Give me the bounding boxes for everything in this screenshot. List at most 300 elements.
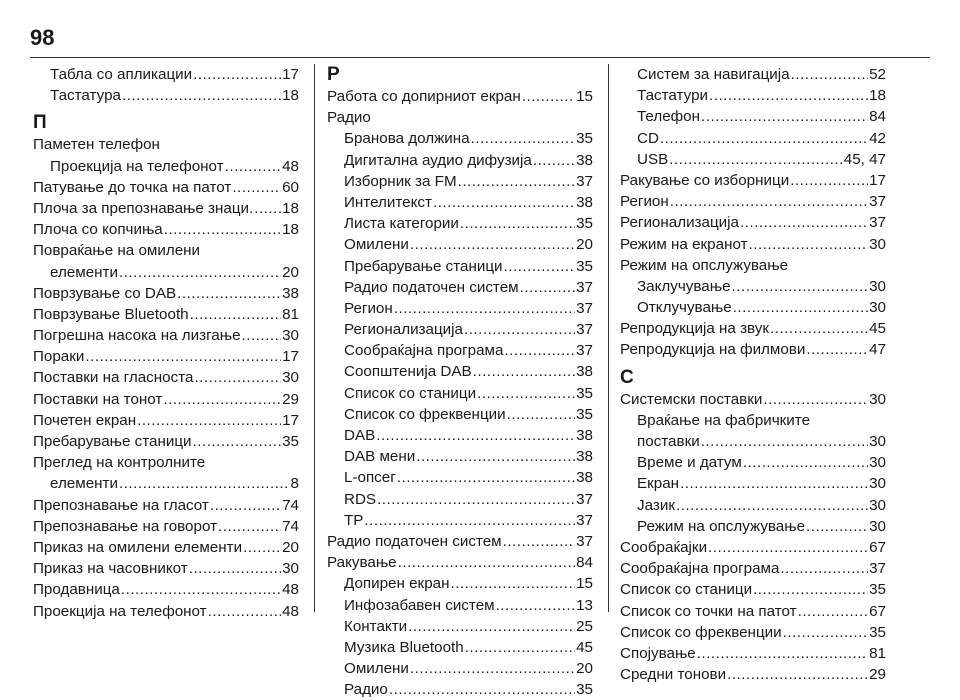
dot-leader [743,452,868,473]
index-entry-page: 30 [869,433,886,450]
dot-leader [194,367,281,388]
dot-leader [121,579,281,600]
index-entry-term: Приказ на часовникот [33,560,188,578]
index-entry-page: 20 [282,538,299,556]
index-entry-term: Радио податочен систем [327,532,502,550]
dot-leader [122,85,281,106]
dot-leader [697,643,868,664]
index-entry [327,467,593,488]
index-entry-term: DAB [344,427,376,444]
dot-leader [376,425,575,446]
dot-leader [450,573,575,594]
index-entry-page: 17 [282,411,299,429]
index-entry-term: Допирен екран [344,575,450,593]
index-entry [620,106,886,127]
index-entry-page: 37 [576,511,593,529]
index-entry-term: Препознавање на говорот [33,517,218,535]
index-letter-heading: Р [327,64,340,85]
index-entry [33,85,299,106]
index-entry-page: 17 [869,171,886,189]
index-entry-term: Соопштенија DAB [344,363,472,381]
index-entry [620,537,886,558]
index-entry-page: 74 [282,496,299,514]
index-entry-page: 30 [869,475,886,493]
column-divider-1 [314,64,315,612]
index-entry [620,643,886,664]
dot-leader [208,601,281,622]
index-entry-page: 30 [869,454,886,472]
index-entry-page: 35 [576,405,593,423]
index-entry-page: 45, 47 [843,150,886,168]
index-entry [327,192,593,213]
index-entry [33,64,299,85]
index-entry-page: 35 [576,384,593,402]
index-entry-term: Заклучување [637,277,731,295]
index-entry [620,452,886,473]
dot-leader [410,658,575,679]
index-entry-page: 30 [869,235,886,253]
index-entry-page: 38 [282,284,299,302]
index-entry-term: Ракување [327,554,397,572]
index-entry-page: 13 [576,596,593,614]
index-entry [620,516,886,537]
index-entry-page: 37 [576,342,593,360]
dot-leader [377,489,575,510]
index-entry-term: Дигитална аудио дифузија [344,151,532,169]
index-entry [33,431,299,452]
index-entry [327,404,593,425]
index-entry-page: 38 [576,427,593,444]
dot-leader [458,171,576,192]
page-number: 98 [30,25,55,50]
index-entry-term: Сообраќајна програма [620,560,780,578]
index-entry-page: 60 [282,178,299,196]
dot-leader [164,219,281,240]
dot-leader [533,150,575,171]
index-entry-page: 30 [869,277,886,295]
dot-leader [763,389,868,410]
dot-leader [410,234,575,255]
index-entry-term: Репродукција на звук [620,320,770,338]
index-entry-page: 35 [869,581,886,599]
index-entry-page: 45 [576,638,593,656]
dot-leader [364,510,575,531]
dot-leader [798,601,869,622]
index-entry [327,425,593,446]
index-entry-page: 20 [576,660,593,678]
index-entry [33,262,299,283]
column-divider-2 [608,64,609,612]
index-entry [33,325,299,346]
dot-leader [465,637,575,658]
dot-leader [520,277,575,298]
index-entry-page: 30 [869,496,886,514]
index-entry [327,510,593,531]
index-entry-page: 35 [576,215,593,233]
index-entry-page: 30 [869,299,886,317]
index-entry [620,276,886,297]
index-entry-page: 35 [576,130,593,148]
dot-leader [660,128,868,149]
dot-leader [740,212,868,233]
index-entry-page: 18 [282,199,299,217]
index-entry [327,234,593,255]
index-entry-term: Регион [344,299,393,317]
index-entry-page: 47 [869,341,886,359]
index-column-2 [327,64,593,700]
dot-leader [496,595,576,616]
index-entry-page: 38 [576,363,593,381]
index-entry [327,298,593,319]
index-entry-page: 17 [282,66,299,83]
index-entry-term: Инфозабавен систем [344,596,495,614]
index-entry-page: 29 [869,666,886,684]
index-entry-term: L-опсег [344,469,396,487]
index-entry [327,277,593,298]
index-entry-page: 38 [576,151,593,169]
index-entry [33,304,299,325]
dot-leader [225,156,281,177]
index-entry [620,234,886,255]
header-rule [30,57,930,58]
index-entry-term: Режим на екранот [620,235,748,253]
index-entry-page: 48 [282,157,299,175]
index-entry-term: Системски поставки [620,390,763,408]
index-entry [33,495,299,516]
dot-leader [676,495,868,516]
index-entry-term: елементи [50,263,118,281]
dot-leader [189,558,281,579]
index-entry-term: Список со фреквенции [344,405,506,423]
index-entry-page: 15 [576,88,593,105]
index-entry [327,383,593,404]
index-entry-term: USB [637,150,669,168]
dot-leader [701,106,868,127]
dot-leader [408,616,575,637]
dot-leader [218,516,281,537]
index-entry-page: 37 [869,193,886,211]
dot-leader [732,276,869,297]
dot-leader [477,383,575,404]
index-entry-page: 35 [576,257,593,275]
index-entry-term: Интелитекст [344,193,432,211]
index-entry-term: Омилени [344,660,409,678]
index-entry-label: Паметен телефон [33,136,160,154]
index-entry [327,595,593,616]
index-entry [620,170,886,191]
index-entry-term: Список со станици [344,384,477,402]
index-entry [620,128,886,149]
dot-leader [504,340,575,361]
index-entry-page: 45 [869,320,886,338]
index-entry [327,361,593,382]
index-entry [327,86,593,107]
index-entry-page: 18 [282,221,299,239]
dot-leader [193,431,282,452]
index-entry-term: Време и датум [637,454,742,472]
index-entry-page: 30 [282,369,299,387]
dot-leader [254,198,281,219]
index-entry [327,128,593,149]
index-entry-term: Репродукција на филмови [620,341,806,359]
index-entry-term: Спојување [620,644,696,662]
index-entry-term: Поставки на тонот [33,390,163,408]
index-entry [327,616,593,637]
index-entry-term: Список со фреквенции [620,623,782,641]
index-entry-page: 84 [576,554,593,572]
index-entry [327,150,593,171]
index-entry [33,579,299,600]
index-entry-page: 17 [282,348,299,366]
index-entry [33,367,299,388]
index-entry-term: Табла со апликации [50,66,193,83]
dot-leader [522,86,575,107]
index-entry [327,446,593,467]
index-entry-term: Почетен екран [33,411,137,429]
index-entry [620,297,886,318]
dot-leader [727,664,868,685]
index-entry-term: Радио [344,681,388,699]
index-entry-term: Список со станици [620,581,753,599]
index-entry-page: 30 [282,560,299,578]
index-entry [620,495,886,516]
index-entry-page: 37 [576,299,593,317]
dot-leader [464,319,575,340]
index-entry [620,318,886,339]
index-entry-term: Ракување со изборници [620,171,790,189]
index-entry-term: Патување до точка на патот [33,178,232,196]
index-entry-page: 38 [576,448,593,466]
dot-leader [243,537,281,558]
index-entry-term: Проекција на телефонот [33,602,207,620]
index-entry-term: RDS [344,490,377,508]
index-entry [620,664,886,685]
index-entry [327,658,593,679]
index-entry [33,219,299,240]
dot-leader [242,325,282,346]
index-entry-term: Тастатура [50,87,121,105]
index-entry [620,85,886,106]
index-entry [327,319,593,340]
index-entry-term: елементи [50,475,118,493]
index-letter-heading: П [33,112,47,134]
dot-leader [791,64,868,85]
index-entry-page: 37 [576,490,593,508]
index-entry-page: 37 [576,278,593,296]
index-entry [620,622,886,643]
index-entry-label: Враќање на фабричките [637,411,811,429]
index-entry [620,339,886,360]
dot-leader [398,552,575,573]
dot-leader [232,177,281,198]
index-entry-page: 30 [282,327,299,345]
dot-leader [680,473,868,494]
index-entry [327,340,593,361]
index-entry [33,198,299,219]
index-entry-term: Погрешна насока на лизгање [33,327,241,345]
index-entry-page: 52 [869,66,886,83]
index-entry-label: Повраќање на омилени [33,242,201,260]
index-entry [33,346,299,367]
index-entry-term: CD [637,129,659,147]
index-entry-page: 35 [576,681,593,699]
index-entry [33,177,299,198]
index-entry-page: 81 [282,305,299,323]
index-entry-page: 74 [282,517,299,535]
index-entry-term: Омилени [344,236,409,254]
dot-leader [670,191,868,212]
index-entry-term: Контакти [344,617,408,635]
index-entry-term: Препознавање на гласот [33,496,209,514]
index-entry-term: Плоча за препознавање знаци. [33,199,254,217]
dot-leader [780,558,868,579]
index-entry [33,283,299,304]
dot-leader [177,283,281,304]
index-entry [33,537,299,558]
index-entry-term: Режим на опслужување [637,517,806,535]
index-entry-page: 37 [576,321,593,339]
index-entry-page: 37 [869,214,886,232]
dot-leader [701,431,868,452]
index-entry-page: 18 [869,87,886,105]
index-entry-term: Список со точки на патот [620,602,797,620]
index-entry-term: Поврзување Bluetooth [33,305,189,323]
dot-leader [806,339,868,360]
index-entry-page: 30 [869,517,886,535]
dot-leader [790,170,868,191]
index-entry [620,212,886,233]
dot-leader [193,64,281,85]
index-entry-page: 29 [282,390,299,408]
index-entry-term: Средни тонови [620,666,727,684]
index-entry-term: Регионализација [620,214,739,232]
dot-leader [137,410,281,431]
index-entry [33,601,299,622]
dot-leader [770,318,868,339]
index-entry-page: 67 [869,602,886,620]
index-entry-page: 48 [282,602,299,620]
dot-leader [119,473,290,494]
index-entry-page: 15 [576,575,593,593]
index-entry-page: 67 [869,538,886,556]
index-entry [327,213,593,234]
dot-leader [471,128,576,149]
index-entry-term: Музика Bluetooth [344,638,464,656]
dot-leader [473,361,575,382]
index-column-3 [620,64,886,685]
index-entry-page: 81 [869,644,886,662]
index-entry-page: 30 [869,390,886,408]
dot-leader [394,298,575,319]
dot-leader [507,404,575,425]
index-entry-page: 37 [576,532,593,550]
index-entry-term: Отклучување [637,299,732,317]
index-entry [327,256,593,277]
index-entry-term: Пораки [33,348,85,366]
index-entry-term: DAB мени [344,448,416,466]
index-entry-term: Телефон [637,108,701,126]
index-entry-term: TP [344,511,364,529]
index-entry-page: 35 [869,623,886,641]
index-entry-term: Изборник за FM [344,172,457,190]
index-entry-page: 25 [576,617,593,635]
index-entry-page: 8 [290,475,299,493]
index-entry-page: 38 [576,193,593,211]
index-entry-label: Режим на опслужување [620,256,789,274]
index-entry-page: 20 [576,236,593,254]
dot-leader [119,262,281,283]
index-entry-term: Плоча со копчиња [33,221,163,239]
index-entry-page: 37 [576,172,593,190]
index-entry-page: 38 [576,469,593,487]
index-entry [620,149,886,170]
index-entry [620,431,886,452]
index-entry-term: поставки [637,433,700,450]
index-entry-label: Радио [327,109,371,127]
index-entry [620,579,886,600]
index-entry-term: Поставки на гласноста [33,369,194,387]
dot-leader [433,192,575,213]
index-entry [33,156,299,177]
index-column-1 [33,64,299,622]
dot-leader [460,213,575,234]
index-entry-page: 35 [282,433,299,450]
index-entry-term: Проекција на телефонот [50,157,224,175]
index-letter-heading: С [620,366,634,388]
dot-leader [163,389,281,410]
index-entry-term: Јазик [637,496,675,514]
index-entry-term: Сообраќајна програма [344,342,504,360]
index-entry-term: Пребарување станици [33,433,192,450]
index-entry-term: Екран [637,475,680,493]
dot-leader [504,256,576,277]
index-entry [620,64,886,85]
dot-leader [503,531,575,552]
index-entry [33,389,299,410]
index-entry-term: Приказ на омилени елементи [33,538,243,556]
index-entry [620,558,886,579]
index-entry [620,389,886,410]
index-entry-term: Пребарување станици [344,257,503,275]
index-entry [327,573,593,594]
index-entry [620,191,886,212]
index-entry [327,637,593,658]
index-entry-page: 20 [282,263,299,281]
index-entry-term: Поврзување со DAB [33,284,177,302]
index-entry-page: 48 [282,581,299,599]
index-entry-term: Тастатури [637,87,709,105]
index-entry-term: Листа категории [344,215,459,233]
index-entry-term: Регионализација [344,321,463,339]
index-entry [620,601,886,622]
index-entry [327,489,593,510]
dot-leader [783,622,868,643]
dot-leader [389,679,575,700]
dot-leader [753,579,868,600]
dot-leader [210,495,281,516]
index-entry-term: Бранова должина [344,130,470,148]
index-entry [33,516,299,537]
index-entry [327,679,593,700]
index-entry-term: Сообраќајки [620,538,708,556]
index-entry [33,473,299,494]
index-entry [327,171,593,192]
dot-leader [669,149,843,170]
index-entry [327,552,593,573]
index-entry [327,531,593,552]
index-entry-term: Продавница [33,581,120,599]
index-entry-term: Радио податочен систем [344,278,519,296]
